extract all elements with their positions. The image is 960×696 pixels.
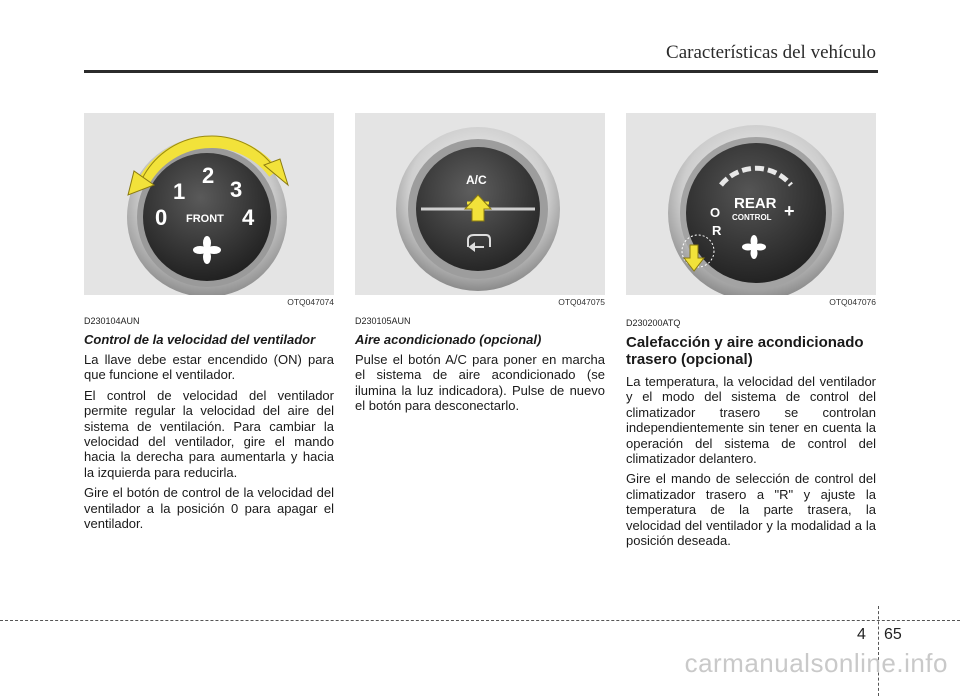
figure-code: OTQ047075	[558, 297, 605, 307]
figure-ac-button	[355, 113, 605, 295]
plus-label: +	[784, 201, 795, 221]
paragraph: Gire el mando de selección de control del climatizador trasero a "R" y ajuste la temperatura de la parte trasera, la velocidad del ventilador y la modalidad a la posición deseada.	[626, 471, 876, 549]
figure-rear-control-dial	[626, 113, 876, 295]
paragraph: La temperatura, la velocidad del ventilador y el modo del sistema de control del climatizador trasero se controlan independientemente sin tener en cuenta la operación del sistema de control del climatizador delantero.	[626, 374, 876, 467]
paragraph: El control de velocidad del ventilador permite regular la velocidad del aire del sistema de ventilación. Para cambiar la velocidad del ventilador, gire el mando hacia la derecha para aumentarla y hacia la izquierda para reducirla.	[84, 387, 334, 480]
figure-fan-speed-dial	[84, 113, 334, 295]
paragraph: Gire el botón de control de la velocidad del ventilador a la posición 0 para apagar el ventilador.	[84, 485, 334, 532]
section-fan-speed	[84, 316, 334, 536]
page-number: 65	[884, 626, 902, 643]
recirculation-label: R	[712, 223, 722, 238]
figure-code: OTQ047076	[829, 297, 876, 307]
section-title: Calefacción y aire acondicionado trasero (opcional)	[626, 334, 864, 368]
section-code: D230105AUN	[355, 316, 411, 326]
rear-label: REAR	[734, 195, 777, 212]
section-code: D230200ATQ	[626, 318, 681, 328]
section-subtitle: Control de la velocidad del ventilador	[84, 332, 316, 347]
dial-label-1: 1	[173, 179, 186, 204]
figure-code: OTQ047074	[287, 297, 334, 307]
dial-label-2: 2	[202, 163, 215, 188]
control-label: CONTROL	[732, 213, 772, 222]
paragraph: Pulse el botón A/C para poner en marcha el sistema de aire acondicionado (se ilumina la luz indicadora). Pulse de nuevo el botón para desconectarlo.	[355, 352, 605, 414]
dial-label-front: FRONT	[186, 213, 224, 225]
section-rear-climate	[626, 318, 876, 553]
section-subtitle: Aire acondicionado (opcional)	[355, 332, 542, 347]
footer-dashed-rule	[0, 620, 960, 621]
dial-label-4: 4	[242, 205, 255, 230]
dial-label-3: 3	[230, 177, 243, 202]
dial-label-0: 0	[155, 205, 168, 230]
watermark: carmanualsonline.info	[684, 648, 948, 678]
header-rule	[84, 70, 878, 73]
chapter-number: 4	[857, 626, 866, 643]
section-code: D230104AUN	[84, 316, 140, 326]
section-air-conditioning	[355, 316, 605, 419]
paragraph: La llave debe estar encendido (ON) para que funcione el ventilador.	[84, 352, 334, 383]
off-label: O	[710, 205, 721, 220]
header-title: Características del vehículo	[666, 42, 876, 63]
ac-button-label: A/C	[466, 173, 487, 187]
